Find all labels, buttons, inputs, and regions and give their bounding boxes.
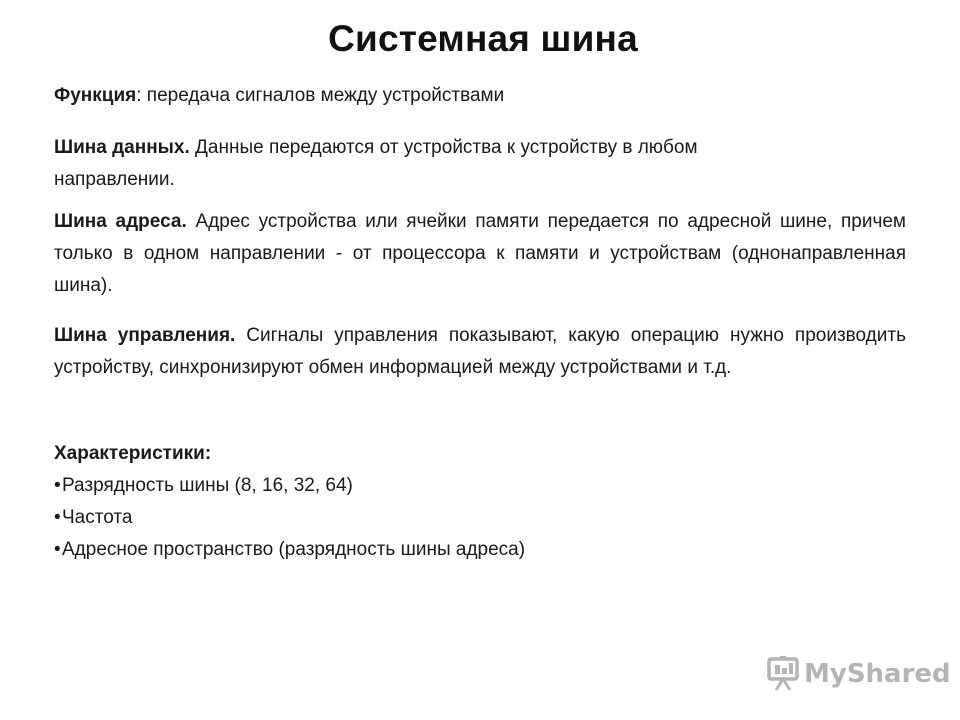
list-item-text: Частота <box>62 507 133 528</box>
control-bus-text: Сигналы управления показывают, какую операцию нужно производить устройству, синхронизируют обмен информацией между устройствами и т.д. <box>54 325 906 378</box>
list-item <box>54 534 906 566</box>
control-bus-term: Шина управления. <box>54 325 236 346</box>
data-bus-paragraph <box>54 132 794 196</box>
characteristics-section <box>54 438 906 566</box>
address-bus-text: Адрес устройства или ячейки памяти передается по адресной шине, причем только в одном направлении - от процессора к памяти и устройствам (однонаправленная шина). <box>54 211 906 296</box>
characteristics-heading: Характеристики: <box>54 443 212 464</box>
data-bus-text: Данные передаются от устройства к устройству в любом направлении. <box>54 137 698 190</box>
list-item-text: Адресное пространство (разрядность шины адреса) <box>62 539 526 560</box>
bullet-icon: • <box>54 507 61 528</box>
list-item-text: Разрядность шины (8, 16, 32, 64) <box>62 475 353 496</box>
presentation-board-icon <box>766 656 800 692</box>
bullet-icon: • <box>54 539 61 560</box>
data-bus-term: Шина данных. <box>54 137 190 158</box>
watermark-text: MyShared <box>804 659 951 689</box>
control-bus-paragraph <box>54 320 906 384</box>
list-item <box>54 470 906 502</box>
function-text: : передача сигналов между устройствами <box>136 85 505 106</box>
function-paragraph <box>54 80 906 112</box>
list-item <box>54 502 906 534</box>
function-term: Функция <box>54 85 137 106</box>
bullet-icon: • <box>54 475 61 496</box>
characteristics-list <box>54 470 906 566</box>
slide-title: Системная шина <box>328 18 638 59</box>
address-bus-paragraph <box>54 206 906 302</box>
watermark-logo <box>766 654 951 694</box>
address-bus-term: Шина адреса. <box>54 211 187 232</box>
